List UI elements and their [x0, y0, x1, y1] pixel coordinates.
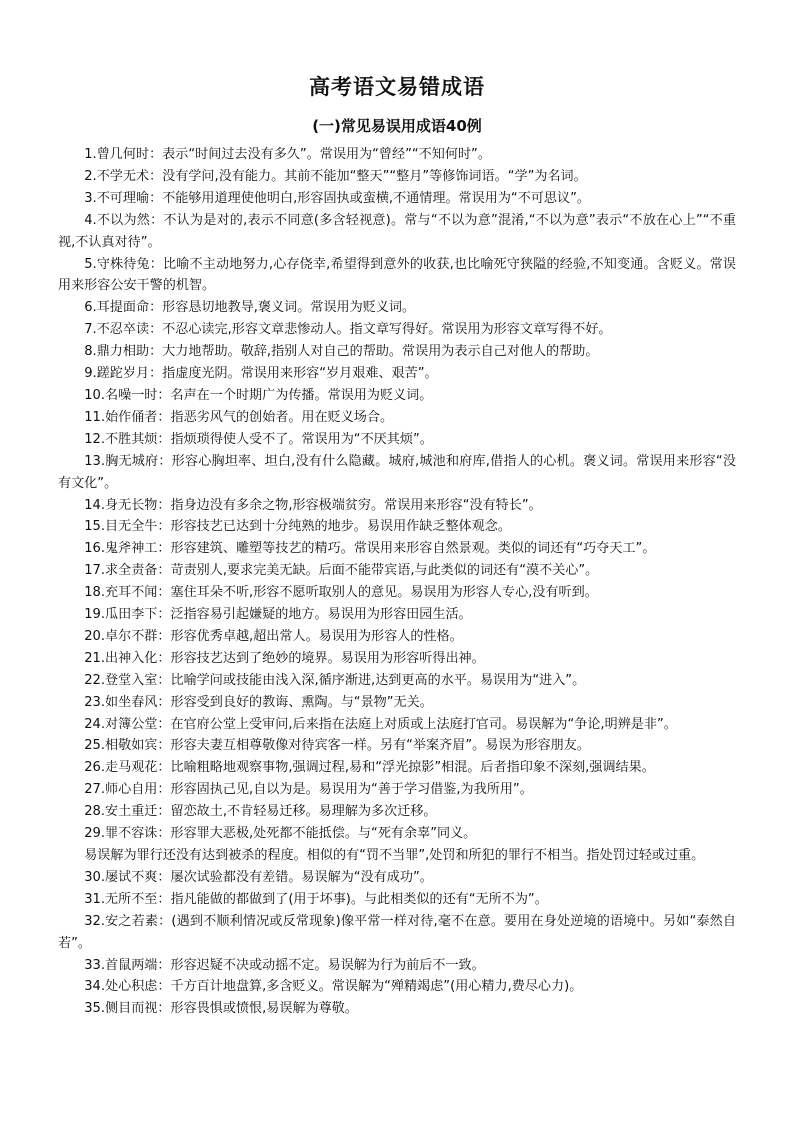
idiom-term: 罪不容诛: [105, 826, 158, 842]
idiom-term: 无所不至: [105, 891, 158, 907]
idiom-description: ：形容迟疑不决或动摇不定。易误解为行为前后不一致。: [157, 957, 485, 973]
entry-number: 20.: [84, 628, 106, 644]
entry-number: 14.: [84, 497, 106, 513]
idiom-description: ：苛责别人,要求完美无缺。后面不能带宾语,与此类似的词还有“漠不关心”。: [157, 563, 599, 579]
idiom-term: 始作俑者: [105, 409, 158, 425]
idiom-description: ：大力地帮助。敬辞,指别人对自己的帮助。常误用为表示自己对他人的帮助。: [149, 344, 599, 360]
idiom-entry: [58, 648, 736, 670]
idiom-entry: [58, 341, 736, 363]
idiom-term: 安之若素: [105, 913, 159, 929]
idiom-description: ：屡次试验都没有差错。易误解为“没有成功”。: [157, 869, 433, 885]
idiom-term: 师心自用: [105, 782, 158, 798]
idiom-term: 不忍卒读: [96, 322, 150, 338]
idiom-entry: [58, 955, 736, 977]
entry-number: 5.: [84, 256, 97, 272]
idiom-description: ：不忍心读完,形容文章悲惨动人。指文章写得好。常误用为形容文章写得不好。: [149, 322, 612, 338]
idiom-term: 瓜田李下: [105, 607, 158, 623]
idiom-term: 首鼠两端: [105, 957, 158, 973]
idiom-description: ：形容罪大恶极,处死都不能抵偿。与“死有余辜”同义。: [157, 826, 477, 842]
idiom-entry: [58, 297, 736, 319]
idiom-entry: [58, 889, 736, 911]
idiom-term: 出神入化: [105, 650, 158, 666]
idiom-description: ：形容技艺达到了绝妙的境界。易误用为形容听得出神。: [157, 650, 485, 666]
idiom-term: 不胜其烦: [105, 431, 158, 447]
idiom-description: ：不认为是对的,表示不同意(多含轻视意)。常与“不以为意”混淆,“不以为意”表示“不放在心上”“不重视,不认真对待”。: [58, 212, 737, 250]
idiom-description: ：比喻学问或技能由浅入深,循序渐进,达到更高的水平。易误用为“进入”。: [157, 672, 586, 688]
idiom-term: 蹉跎岁月: [96, 366, 150, 382]
idiom-term: 求全责备: [105, 563, 158, 579]
idiom-term: 鼎力相助: [96, 344, 150, 360]
idiom-entry: [58, 144, 736, 166]
idiom-description: ：形容技艺已达到十分纯熟的地步。易误用作缺乏整体观念。: [157, 519, 511, 535]
entry-number: 24.: [84, 716, 106, 732]
idiom-entry: [58, 166, 736, 188]
idiom-term: 身无长物: [105, 497, 158, 513]
idiom-term: 目无全牛: [105, 519, 158, 535]
entry-number: 25.: [84, 738, 106, 754]
idiom-entry: [58, 626, 736, 648]
idiom-entry: [58, 407, 736, 429]
idiom-term: 不可理喻: [96, 190, 150, 206]
idiom-term: 侧目而视: [105, 1001, 158, 1017]
idiom-entry: [58, 670, 736, 692]
idiom-description: ：塞住耳朵不听,形容不愿听取别人的意见。易误用为形容人专心,没有听到。: [157, 585, 598, 601]
idiom-entry: [58, 823, 736, 845]
idiom-description: ：形容优秀卓越,超出常人。易误用为形容人的性格。: [157, 628, 463, 644]
idiom-description: ：形容建筑、雕塑等技艺的精巧。常误用来形容自然景观。类似的词还有“巧夺天工”。: [157, 541, 656, 557]
idiom-entry: [58, 560, 736, 582]
entry-number: 19.: [84, 607, 106, 623]
idiom-term: 曾几何时: [96, 147, 150, 162]
idiom-entry: [58, 516, 736, 538]
idiom-description: ：指恶劣风气的创始者。用在贬义场合。: [157, 409, 394, 425]
entry-number: 29.: [84, 826, 106, 842]
entry-number: 18.: [84, 585, 106, 601]
idiom-description: ：表示“时间过去没有多久”。常误用为“曾经”“不知何时”。: [149, 147, 491, 162]
idiom-entry: [58, 188, 736, 210]
idiom-term: 处心积虑: [105, 979, 158, 995]
entry-number: 8.: [84, 344, 97, 360]
idiom-entry: [58, 845, 736, 867]
idiom-term: 不学无术: [96, 168, 150, 184]
idiom-entry: [58, 976, 736, 998]
idiom-entry: [58, 604, 736, 626]
section-subtitle: (一)常见易误用成语40例: [312, 117, 482, 135]
idiom-term: 登堂入室: [105, 672, 158, 688]
idiom-entry: [58, 692, 736, 714]
entry-number: 26.: [84, 760, 106, 776]
idiom-description: ：指凡能做的都做到了(用于坏事)。与此相类似的还有“无所不为”。: [157, 891, 548, 907]
idiom-description: ：比喻不主动地努力,心存侥幸,希望得到意外的收获,也比喻死守狭隘的经验,不知变通。含贬义。常误用来形容公安干警的机智。: [58, 256, 736, 294]
idiom-entry: [58, 429, 736, 451]
entry-number: 32.: [84, 913, 106, 929]
idiom-entry: [58, 363, 736, 385]
idiom-description: ：指虚度光阴。常误用来形容“岁月艰难、艰苦”。: [149, 366, 438, 382]
idiom-description: ：指身边没有多余之物,形容极端贫穷。常误用来形容“没有特长”。: [157, 497, 542, 513]
idiom-term: 充耳不闻: [105, 585, 158, 601]
entry-number: 21.: [84, 650, 106, 666]
entry-number: 33.: [84, 957, 106, 973]
entry-number: 35.: [84, 1001, 106, 1017]
entry-number: 31.: [84, 891, 106, 907]
idiom-entry: [58, 254, 736, 298]
idiom-description: ：形容夫妻互相尊敬像对待宾客一样。另有“举案齐眉”。易误为形容朋友。: [157, 738, 590, 754]
page-title: 高考语文易错成语: [309, 75, 485, 99]
entry-number: 4.: [84, 212, 97, 228]
entry-number: 10.: [84, 387, 106, 403]
idiom-description: ：形容恳切地教导,褒义词。常误用为贬义词。: [149, 300, 416, 316]
idiom-term: 对簿公堂: [105, 716, 158, 732]
idiom-term: 走马观花: [105, 760, 158, 776]
entry-number: 2.: [84, 168, 97, 184]
entry-number: 11.: [84, 409, 106, 425]
idiom-term: 鬼斧神工: [105, 541, 158, 557]
entry-number: 7.: [84, 322, 97, 338]
idiom-entry: [58, 538, 736, 560]
entry-number: 28.: [84, 804, 106, 820]
idiom-entry: [58, 210, 736, 254]
idiom-description: ：形容固执己见,自以为是。易误用为“善于学习借鉴,为我所用”。: [157, 782, 533, 798]
idiom-entry: [58, 911, 736, 955]
entry-number: 23.: [84, 694, 106, 710]
idiom-description: ：在官府公堂上受审问,后来指在法庭上对质或上法庭打官司。易误解为“争论,明辨是非”。: [157, 716, 677, 732]
idiom-description: ：名声在一个时期广为传播。常误用为贬义词。: [157, 387, 433, 403]
idiom-term: 名噪一时: [105, 387, 158, 403]
entry-number: 22.: [84, 672, 106, 688]
idiom-term: 耳提面命: [96, 300, 150, 316]
idiom-term: 守株待兔: [96, 256, 150, 272]
entry-number: 1.: [84, 147, 97, 162]
entry-number: 6.: [84, 300, 97, 316]
idiom-description: ：指烦琐得使人受不了。常误用为“不厌其烦”。: [157, 431, 433, 447]
entry-number: 13.: [84, 453, 106, 469]
idiom-entry: [58, 801, 736, 823]
idiom-term: 安土重迁: [105, 804, 158, 820]
idiom-entry: [58, 735, 736, 757]
idiom-entry: [58, 451, 736, 495]
idiom-entry: [58, 998, 736, 1020]
idiom-description: ：形容畏惧或愤恨,易误解为尊敬。: [157, 1001, 358, 1017]
entry-number: 16.: [84, 541, 106, 557]
idiom-list: [58, 144, 736, 1020]
idiom-description: ：没有学问,没有能力。其前不能加“整天”“整月”等修饰词语。“学”为名词。: [149, 168, 587, 184]
idiom-entry: [58, 779, 736, 801]
idiom-description: ：泛指容易引起嫌疑的地方。易误用为形容田园生活。: [157, 607, 472, 623]
idiom-description: ：不能够用道理使他明白,形容固执或蛮横,不通情理。常误用为“不可思议”。: [149, 190, 590, 206]
entry-number: 3.: [84, 190, 97, 206]
idiom-term: 屡试不爽: [105, 869, 158, 885]
entry-number: 27.: [84, 782, 106, 798]
idiom-term: 不以为然: [96, 212, 151, 228]
entry-number: 15.: [84, 519, 106, 535]
entry-number: 17.: [84, 563, 106, 579]
entry-number: 34.: [84, 979, 106, 995]
entry-number: 12.: [84, 431, 106, 447]
idiom-term: 卓尔不群: [105, 628, 158, 644]
idiom-entry: [58, 757, 736, 779]
idiom-term: 如坐春风: [105, 694, 158, 710]
entry-number: 30.: [84, 869, 106, 885]
idiom-description: ：千方百计地盘算,多含贬义。常误解为“殚精竭虑”(用心精力,费尽心力)。: [157, 979, 583, 995]
idiom-entry: [58, 582, 736, 604]
idiom-term: 胸无城府: [105, 453, 159, 469]
idiom-description: 易误解为罪行还没有达到被杀的程度。相似的有“罚不当罪”,处罚和所犯的罪行不相当。指处罚过轻或过重。: [84, 848, 705, 863]
idiom-entry: [58, 495, 736, 517]
idiom-description: ：形容心胸坦率、坦白,没有什么隐藏。城府,城池和府库,借指人的心机。褒义词。常误用来形容“没有文化”。: [58, 453, 737, 491]
idiom-entry: [58, 319, 736, 341]
idiom-entry: [58, 714, 736, 736]
idiom-description: ：形容受到良好的教诲、熏陶。与“景物”无关。: [157, 694, 433, 710]
idiom-entry: [58, 385, 736, 407]
entry-number: 9.: [84, 366, 97, 382]
idiom-term: 相敬如宾: [105, 738, 158, 754]
idiom-description: ：(遇到不顺利情况或反常现象)像平常一样对待,毫不在意。要用在身处逆境的语境中。另如“泰然自若”。: [58, 913, 736, 951]
idiom-description: ：比喻粗略地观察事物,强调过程,易和“浮光掠影”相混。后者指印象不深刻,强调结果。: [157, 760, 655, 776]
idiom-entry: [58, 867, 736, 889]
idiom-description: ：留恋故土,不肯轻易迁移。易理解为多次迁移。: [157, 804, 437, 820]
